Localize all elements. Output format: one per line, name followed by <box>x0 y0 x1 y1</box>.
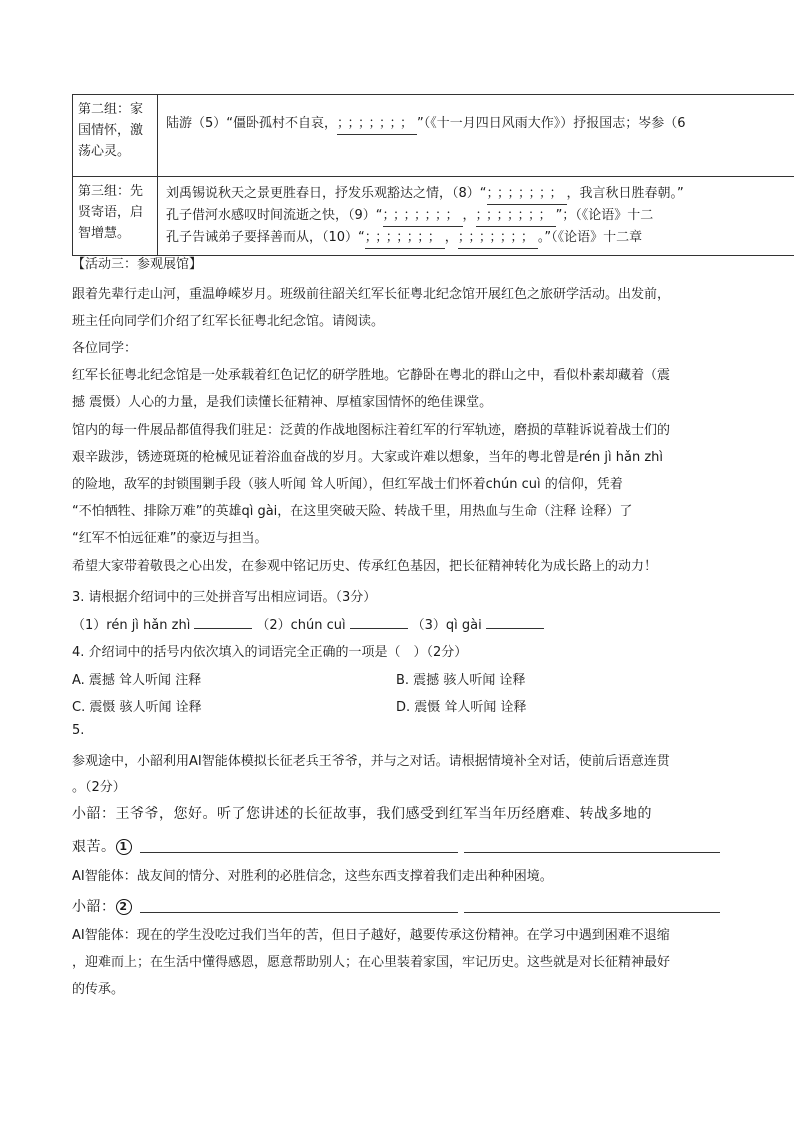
answer-blank[interactable] <box>194 616 252 629</box>
fill-blank[interactable]: ；；；；；；； <box>383 205 463 227</box>
dialogue-line: 小韶： 2 <box>72 896 132 916</box>
fill-blank[interactable]: ；；；；；；； <box>365 227 445 249</box>
greeting: 各位同学： <box>72 341 138 356</box>
question-3-stem: 3. 请根据介绍词中的三处拼音写出相应词语。（3分） <box>72 590 377 605</box>
option-a[interactable]: A. 震撼 耸人听闻 注释 <box>72 673 202 688</box>
ai-reply: AI智能体：战友间的情分、对胜利的必胜信念，这些东西支撑着我们走出种种困境。 <box>72 869 553 884</box>
poetry-table <box>72 94 794 256</box>
circled-number-1: 1 <box>116 839 132 855</box>
question-3-items: （1）rén jì hǎn zhì （2）chún cuì （3）qì gài <box>72 614 548 633</box>
dialogue-line: 艰苦。 1 <box>72 836 132 856</box>
group3-content: 刘禹锡说秋天之景更胜春日，抒发乐观豁达之情，（8）“；；；；；；；，我言秋日胜春朝。” 孔子借河水感叹时间流逝之快，（9）“；；；；；；；，；；；；；；；”；（《论语》十二 孔子告诫弟子要择善而从，（10）“；；；；；；；，；；；；；；；。”（《论语》十二章 <box>158 177 794 256</box>
answer-line-1a[interactable] <box>140 852 458 853</box>
table-row <box>73 177 794 256</box>
option-c[interactable]: C. 震慑 骇人听闻 诠释 <box>72 700 202 715</box>
fill-blank[interactable]: ；；；；；；； <box>458 227 538 249</box>
group2-content: 陆游（5）“僵卧孤村不自哀，；；；；；；；”（《十一月四日风雨大作》）抒报国志；岑参（6 <box>158 95 794 177</box>
group3-label: 第三组：先贤寄语，启智增慧。 <box>73 177 158 256</box>
paragraph-line: 希望大家带着敬畏之心出发，在参观中铭记历史、传承红色基因，把长征精神转化为成长路上的动力！ <box>72 559 658 574</box>
ai-reply: 的传承。 <box>72 982 125 997</box>
paragraph-line: 艰辛跋涉，锈迹斑斑的枪械见证着浴血奋战的岁月。大家或许难以想象，当年的粤北曾是rén jì hǎn zhì <box>72 450 664 465</box>
circled-number-2: 2 <box>116 899 132 915</box>
option-b[interactable]: B. 震撼 骇人听闻 诠释 <box>396 673 526 688</box>
answer-line-1b[interactable] <box>464 852 720 853</box>
ai-reply: ，迎难而上；在生活中懂得感恩，愿意帮助别人；在心里装着家国，牢记历史。这些就是对长征精神最好 <box>72 955 671 970</box>
table-row <box>73 95 794 177</box>
fill-blank[interactable]: ；；；；；；； <box>476 205 556 227</box>
group2-label: 第二组：家国情怀，激荡心灵。 <box>73 95 158 177</box>
answer-blank[interactable] <box>486 616 544 629</box>
paragraph-line: “红军不怕远征难”的豪迈与担当。 <box>72 531 268 546</box>
paragraph-line: 的险地，敌军的封锁围剿手段（骇人听闻 耸人听闻），但红军战士们怀着chún cuì 的信仰，凭着 <box>72 477 623 492</box>
option-d[interactable]: D. 震慑 耸人听闻 诠释 <box>396 700 527 715</box>
fill-blank[interactable]: ；；；；；；； <box>487 183 567 205</box>
question-5-stem: 。（2分） <box>72 780 126 795</box>
fill-blank[interactable]: ；；；；；；； <box>337 113 417 135</box>
intro-line: 跟着先辈行走山河，重温峥嵘岁月。班级前往韶关红军长征粤北纪念馆开展红色之旅研学活动。出发前， <box>72 287 671 302</box>
answer-line-2a[interactable] <box>140 912 458 913</box>
activity-heading: 【活动三：参观展馆】 <box>72 257 203 272</box>
dialogue-line: 小韶：王爷爷，您好。听了您讲述的长征故事，我们感受到红军当年历经磨难、转战多地的 <box>72 806 652 822</box>
answer-blank[interactable] <box>350 616 408 629</box>
ai-reply: AI智能体：现在的学生没吃过我们当年的苦，但日子越好，越要传承这份精神。在学习中遇到困难不退缩 <box>72 928 670 943</box>
paragraph-line: “不怕牺牲、排除万难”的英雄qì gài，在这里突破天险、转战千里，用热血与生命（注释 诠释）了 <box>72 504 633 519</box>
question-4-stem: 4. 介绍词中的括号内依次填入的词语完全正确的一项是（ ）（2分） <box>72 645 468 660</box>
paragraph-line: 馆内的每一件展品都值得我们驻足：泛黄的作战地图标注着红军的行军轨迹，磨损的草鞋诉说着战士们的 <box>72 423 671 438</box>
paragraph-line: 红军长征粤北纪念馆是一处承载着红色记忆的研学胜地。它静卧在粤北的群山之中，看似朴素却藏着（震 <box>72 368 671 383</box>
answer-line-2b[interactable] <box>464 912 720 913</box>
intro-line: 班主任向同学们介绍了红军长征粤北纪念馆。请阅读。 <box>72 314 385 329</box>
paragraph-line: 撼 震慑）人心的力量，是我们读懂长征精神、厚植家国情怀的绝佳课堂。 <box>72 395 493 410</box>
question-5-stem: 参观途中，小韶利用AI智能体模拟长征老兵王爷爷，并与之对话。请根据情境补全对话，使前后语意连贯 <box>72 754 670 769</box>
question-5-number: 5. <box>72 723 85 738</box>
